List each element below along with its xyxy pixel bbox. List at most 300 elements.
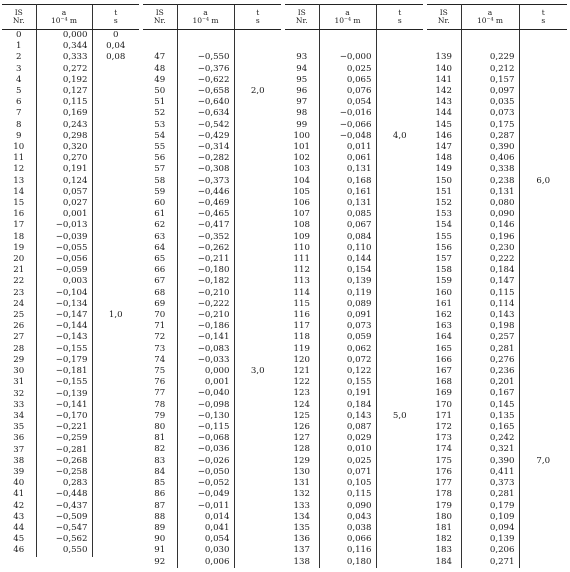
table-row (285, 478, 423, 489)
cell-value: 0,080 (489, 198, 515, 209)
cell-nr: 29 (2, 355, 36, 366)
cell-nr: 107 (285, 209, 319, 220)
cell-nr: 45 (2, 534, 36, 545)
table-row (2, 209, 139, 220)
cell-value: −0,222 (197, 298, 230, 309)
table-row (2, 64, 139, 75)
table-row (285, 75, 423, 86)
cell-time (234, 52, 281, 63)
header-row (285, 5, 423, 30)
cell-value: −0,055 (55, 242, 88, 253)
cell-nr: 174 (427, 444, 461, 455)
cell-value: −0,139 (55, 388, 88, 399)
cell-value: 0,198 (489, 321, 515, 332)
cell-nr: 58 (143, 176, 177, 187)
header-nr (285, 5, 319, 30)
cell-time (376, 52, 423, 63)
cell-value: 0,167 (489, 388, 515, 399)
cell-nr: 99 (285, 120, 319, 131)
cell-nr: 61 (143, 209, 177, 220)
cell-value: −0,039 (55, 231, 88, 242)
cell-nr: 123 (285, 388, 319, 399)
cell-time (234, 288, 281, 299)
table-row (143, 164, 281, 175)
cell-time (92, 64, 139, 75)
cell-time (376, 433, 423, 444)
cell-nr: 110 (285, 243, 319, 254)
header-value (461, 5, 519, 30)
cell-time (376, 209, 423, 220)
cell-time (92, 198, 139, 209)
header-value-symbol: a (487, 8, 493, 17)
cell-time (376, 355, 423, 366)
table-row (2, 310, 139, 321)
cell-value (461, 30, 519, 42)
cell-time (519, 478, 567, 489)
cell-nr: 139 (427, 52, 461, 63)
table-row (2, 332, 139, 343)
table-row (285, 176, 423, 187)
cell-nr: 46 (2, 545, 36, 556)
cell-value: −0,143 (55, 332, 88, 343)
table-row (285, 120, 423, 131)
cell-time (376, 489, 423, 500)
cell-time (519, 30, 567, 42)
cell-time (376, 187, 423, 198)
cell-time (92, 411, 139, 422)
cell-time (234, 108, 281, 119)
cell-value: −0,282 (197, 153, 230, 164)
header-value (36, 5, 92, 30)
table-row (2, 288, 139, 299)
table-row (427, 321, 567, 332)
cell-time (519, 75, 567, 86)
table-row (285, 86, 423, 97)
table-row (2, 75, 139, 86)
table-row (2, 164, 139, 175)
cell-nr: 94 (285, 64, 319, 75)
cell-nr: 39 (2, 467, 36, 478)
cell-time (234, 176, 281, 187)
cell-time (92, 512, 139, 523)
cell-nr: 95 (285, 75, 319, 86)
table-row (427, 478, 567, 489)
header-value-unit: 10⁻⁴ m (334, 16, 361, 25)
cell-time (519, 187, 567, 198)
cell-nr: 156 (427, 243, 461, 254)
table-block-4 (427, 4, 567, 568)
cell-nr: 74 (143, 355, 177, 366)
cell-time (92, 523, 139, 534)
header-value-unit: 10⁻⁴ m (476, 16, 503, 25)
cell-nr: 128 (285, 444, 319, 455)
cell-value: 0,144 (346, 254, 372, 265)
cell-value: 0,035 (489, 97, 515, 108)
cell-value: −0,083 (197, 343, 230, 354)
cell-nr: 143 (427, 97, 461, 108)
cell-value: 0,030 (204, 545, 230, 556)
cell-time (376, 332, 423, 343)
cell-value: −0,115 (197, 422, 230, 433)
cell-value: 0,550 (62, 545, 88, 556)
cell-time (92, 545, 139, 556)
cell-nr: 4 (2, 75, 36, 86)
cell-time (234, 321, 281, 332)
table-block-3 (285, 4, 423, 568)
header-time-symbol: t (541, 8, 545, 17)
cell-nr: 171 (427, 411, 461, 422)
cell-value: 0,146 (489, 220, 515, 231)
table-row (143, 276, 281, 287)
cell-nr: 137 (285, 545, 319, 556)
cell-value: 0,179 (489, 500, 515, 511)
cell-nr: 167 (427, 366, 461, 377)
table-row (2, 220, 139, 231)
cell-nr: 37 (2, 445, 36, 456)
table-row (285, 209, 423, 220)
cell-value: 0,027 (62, 198, 88, 209)
table-row (143, 41, 281, 52)
cell-time (92, 276, 139, 287)
table-row (2, 120, 139, 131)
cell-nr: 159 (427, 276, 461, 287)
table-row (143, 400, 281, 411)
cell-time (519, 321, 567, 332)
cell-value: −0,155 (55, 343, 88, 354)
cell-time (376, 153, 423, 164)
cell-nr: 120 (285, 355, 319, 366)
cell-time (234, 131, 281, 142)
cell-time (92, 243, 139, 254)
cell-time (519, 523, 567, 534)
table-row (143, 545, 281, 556)
cell-time (92, 220, 139, 231)
cell-value: 0,147 (489, 276, 515, 287)
cell-time (519, 52, 567, 63)
cell-value: 0,272 (62, 63, 88, 74)
cell-time (376, 30, 423, 42)
cell-nr: 68 (143, 288, 177, 299)
cell-value: −0,417 (197, 220, 230, 231)
cell-time (376, 142, 423, 153)
cell-value: 0,000 (62, 30, 88, 40)
cell-nr: 65 (143, 254, 177, 265)
cell-time (92, 344, 139, 355)
cell-value: −0,268 (55, 455, 88, 466)
cell-time (234, 142, 281, 153)
table-row (2, 52, 139, 63)
cell-time (376, 120, 423, 131)
table-row (427, 557, 567, 568)
cell-value: −0,130 (197, 410, 230, 421)
table-row (143, 254, 281, 265)
cell-value: 0,110 (346, 242, 372, 253)
cell-time (376, 164, 423, 175)
cell-nr: 23 (2, 288, 36, 299)
table-row (143, 411, 281, 422)
cell-nr: 141 (427, 75, 461, 86)
cell-time (92, 478, 139, 489)
cell-nr: 173 (427, 433, 461, 444)
table-row (427, 220, 567, 231)
cell-time (376, 467, 423, 478)
cell-value: 0,062 (346, 343, 372, 354)
cell-nr: 17 (2, 220, 36, 231)
cell-value: −0,033 (197, 354, 230, 365)
cell-nr: 130 (285, 467, 319, 478)
table-row (427, 153, 567, 164)
cell-nr: 133 (285, 501, 319, 512)
cell-value: 0,119 (346, 287, 372, 298)
cell-time (376, 97, 423, 108)
cell-time (92, 445, 139, 456)
cell-time (519, 131, 567, 142)
cell-time (234, 254, 281, 265)
cell-time (234, 512, 281, 523)
cell-nr: 14 (2, 187, 36, 198)
cell-time: 0,08 (92, 52, 139, 63)
header-value-symbol: a (203, 8, 208, 17)
table-row (143, 30, 281, 42)
cell-value: −0,469 (197, 198, 230, 209)
table-row (143, 52, 281, 63)
cell-nr: 53 (143, 120, 177, 131)
cell-nr: 76 (143, 377, 177, 388)
cell-time (376, 545, 423, 556)
cell-time (234, 422, 281, 433)
cell-nr: 63 (143, 232, 177, 243)
cell-time (92, 209, 139, 220)
cell-time: 0,04 (92, 41, 139, 52)
cell-value: 0,338 (489, 164, 515, 175)
cell-nr: 27 (2, 332, 36, 343)
cell-nr: 7 (2, 108, 36, 119)
cell-time (376, 64, 423, 75)
cell-nr: 10 (2, 142, 36, 153)
cell-time (92, 422, 139, 433)
cell-value: 0,090 (489, 209, 515, 220)
table-row (2, 467, 139, 478)
table-row (427, 489, 567, 500)
cell-nr: 117 (285, 321, 319, 332)
cell-nr: 104 (285, 176, 319, 187)
cell-value: 0,143 (346, 410, 372, 421)
table-row (427, 276, 567, 287)
header-value-symbol: a (61, 8, 67, 17)
cell-value: 0,257 (489, 332, 515, 343)
table-row (143, 366, 281, 377)
cell-value: 0,076 (346, 85, 372, 96)
cell-time (234, 64, 281, 75)
header-time (234, 5, 281, 30)
cell-time (376, 232, 423, 243)
table-row (285, 400, 423, 411)
table-row (2, 389, 139, 400)
table-row (143, 512, 281, 523)
cell-time (376, 86, 423, 97)
cell-value: 0,094 (489, 522, 515, 533)
header-nr-symbol: IS (14, 8, 23, 17)
cell-nr: 40 (2, 478, 36, 489)
cell-value (461, 41, 519, 52)
header-time-symbol: t (256, 8, 260, 17)
table-row (427, 523, 567, 534)
header-value-symbol: a (345, 8, 350, 17)
cell-nr: 127 (285, 433, 319, 444)
cell-nr: 0 (2, 30, 36, 42)
cell-time (376, 310, 423, 321)
table-row (427, 512, 567, 523)
cell-nr: 169 (427, 388, 461, 399)
table-row (285, 232, 423, 243)
table-row (2, 422, 139, 433)
cell-time: 4,0 (376, 131, 423, 142)
table-row (285, 411, 423, 422)
cell-value: 0,131 (346, 198, 372, 209)
cell-time: 1,0 (92, 310, 139, 321)
cell-time (234, 411, 281, 422)
header-value-unit: 10⁻⁴ m (192, 16, 219, 25)
cell-value: 0,115 (62, 97, 88, 108)
header-nr (427, 5, 461, 30)
cell-value: 0,175 (489, 119, 515, 130)
table-row (427, 97, 567, 108)
cell-value: −0,550 (197, 52, 230, 63)
cell-time (519, 411, 567, 422)
cell-value: −0,314 (197, 142, 230, 152)
cell-value: 0,091 (346, 310, 372, 321)
table-block-2 (143, 4, 281, 568)
cell-value: 0,025 (346, 63, 372, 74)
cell-time (519, 400, 567, 411)
table-row (285, 534, 423, 545)
cell-nr: 170 (427, 400, 461, 411)
cell-time (92, 187, 139, 198)
cell-value: 0,087 (346, 422, 372, 433)
cell-value: −0,308 (197, 164, 230, 175)
cell-value: 0,001 (204, 377, 230, 388)
table-row (427, 254, 567, 265)
cell-time (92, 176, 139, 187)
cell-time (234, 232, 281, 243)
cell-nr: 132 (285, 489, 319, 500)
table-row (143, 108, 281, 119)
table-row (427, 187, 567, 198)
cell-nr: 151 (427, 187, 461, 198)
table-row (143, 523, 281, 534)
table-row (2, 198, 139, 209)
table-row (143, 422, 281, 433)
table-row (2, 489, 139, 500)
header-time-unit: s (541, 16, 546, 25)
cell-nr: 146 (427, 131, 461, 142)
cell-time (376, 220, 423, 231)
cell-time (519, 501, 567, 512)
cell-nr: 28 (2, 344, 36, 355)
header-time-unit: s (255, 16, 260, 25)
cell-nr: 183 (427, 545, 461, 556)
cell-nr: 55 (143, 142, 177, 153)
table-row (427, 433, 567, 444)
cell-value: 0,373 (489, 478, 515, 489)
cell-time (376, 400, 423, 411)
table-row (143, 243, 281, 254)
cell-value: 0,122 (346, 366, 372, 377)
cell-nr: 57 (143, 164, 177, 175)
cell-value: −0,281 (55, 444, 88, 455)
cell-value: 0,065 (346, 74, 372, 85)
cell-value: −0,170 (55, 410, 88, 421)
table-row (2, 545, 139, 556)
table-row (427, 64, 567, 75)
cell-nr: 96 (285, 86, 319, 97)
cell-nr (143, 41, 177, 52)
cell-nr: 33 (2, 400, 36, 411)
cell-value: 0,114 (489, 298, 515, 309)
cell-nr: 106 (285, 198, 319, 209)
table-row (2, 478, 139, 489)
measurement-table (2, 4, 139, 557)
cell-value: 0,191 (346, 388, 372, 399)
header-value (319, 5, 376, 30)
cell-value: −0,036 (197, 444, 230, 455)
cell-value: 0,139 (489, 534, 515, 545)
cell-nr: 60 (143, 198, 177, 209)
cell-nr: 51 (143, 97, 177, 108)
cell-nr: 149 (427, 164, 461, 175)
cell-time (376, 265, 423, 276)
table-row (2, 232, 139, 243)
cell-nr: 166 (427, 355, 461, 366)
table-row (285, 355, 423, 366)
cell-time (92, 97, 139, 108)
cell-value: −0,562 (55, 534, 88, 545)
cell-nr: 6 (2, 97, 36, 108)
cell-time (519, 153, 567, 164)
table-row (427, 344, 567, 355)
cell-value: 0,406 (489, 153, 515, 164)
cell-time (234, 41, 281, 52)
table-row (427, 265, 567, 276)
cell-value: 0,283 (62, 478, 88, 489)
cell-time (519, 198, 567, 209)
table-row (285, 220, 423, 231)
table-row (143, 355, 281, 366)
header-nr-symbol: IS (297, 8, 306, 17)
cell-value: 0,127 (62, 86, 88, 97)
cell-time (519, 489, 567, 500)
table-row (143, 198, 281, 209)
cell-value: −0,049 (197, 489, 230, 500)
cell-time (234, 153, 281, 164)
cell-time (234, 209, 281, 220)
table-row (2, 411, 139, 422)
header-time-symbol: t (114, 8, 118, 17)
table-row (427, 86, 567, 97)
cell-value: 0,276 (489, 354, 515, 365)
cell-time (519, 265, 567, 276)
cell-value: 0,168 (346, 175, 372, 186)
cell-time (92, 299, 139, 310)
cell-value: 0,222 (489, 254, 515, 265)
cell-nr: 147 (427, 142, 461, 153)
cell-nr: 103 (285, 164, 319, 175)
cell-value: −0,040 (197, 388, 230, 399)
cell-time (376, 108, 423, 119)
table-row (2, 321, 139, 332)
cell-nr: 75 (143, 366, 177, 377)
table-row (285, 131, 423, 142)
